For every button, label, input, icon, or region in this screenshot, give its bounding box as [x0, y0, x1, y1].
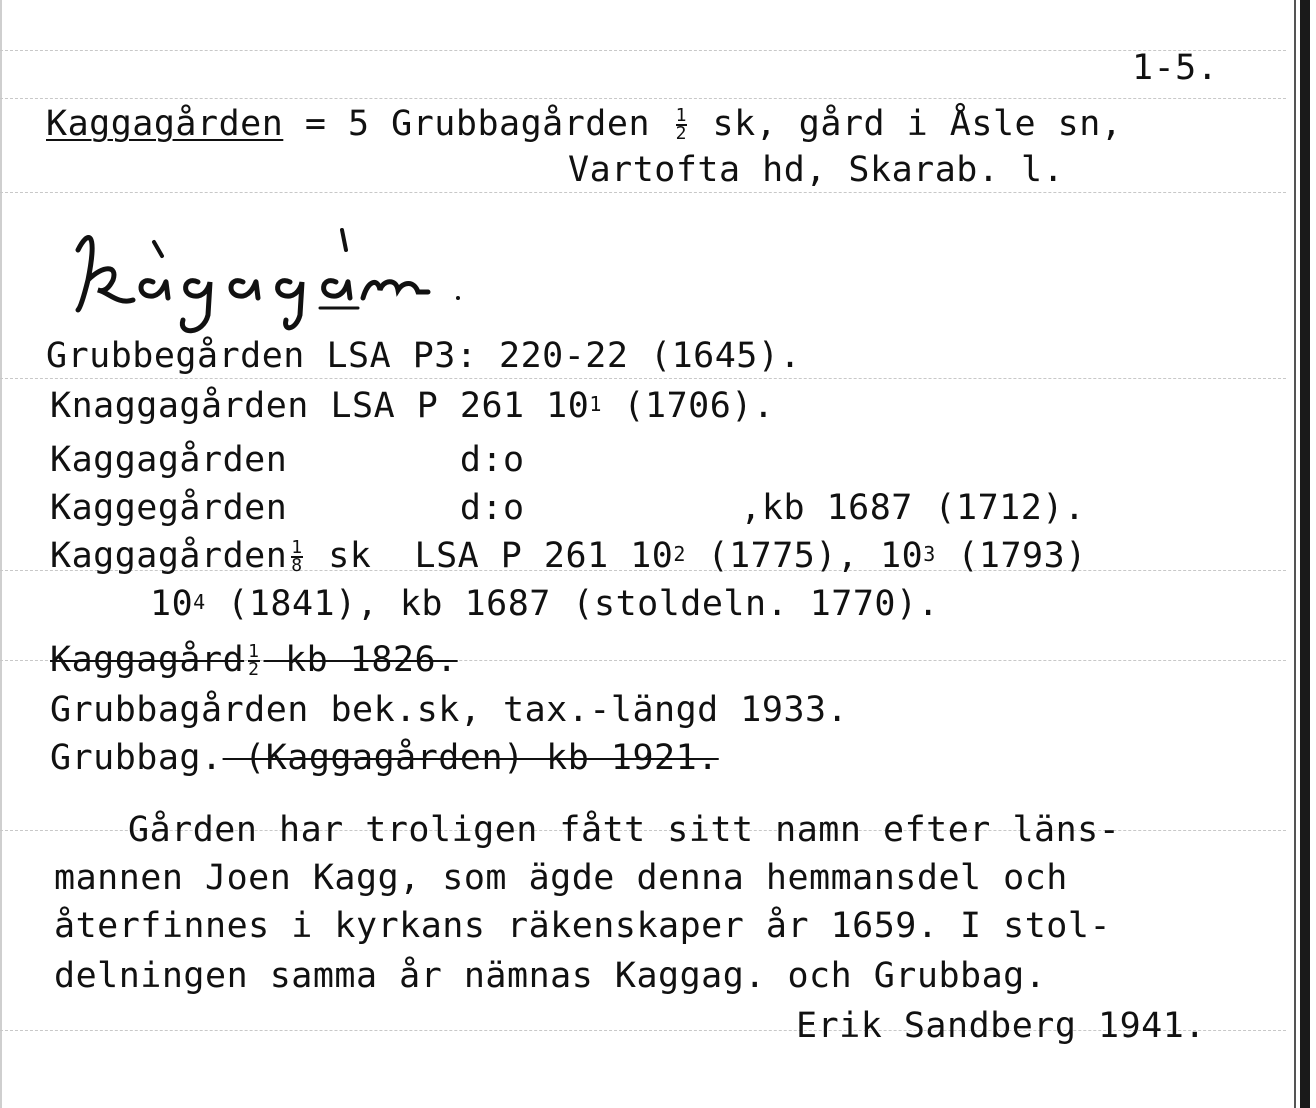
card-right-edge-inner: [1294, 0, 1296, 1108]
entry-source: bek.sk, tax.-längd 1933.: [308, 690, 849, 730]
entry-line: [50, 738, 719, 778]
entry-line: [50, 440, 525, 480]
entry-name: Kaggagården: [50, 536, 288, 576]
fraction: [675, 105, 687, 144]
entry-year: (1706).: [601, 386, 775, 426]
entry-name: Grubbagården: [50, 690, 309, 730]
entry-name: Grubbag.: [50, 738, 223, 778]
entry-name-main: Kaggagården: [46, 104, 284, 144]
heading-line-2: Vartofta hd, Skarab. l.: [568, 150, 1065, 190]
paragraph-line: återfinnes i kyrkans räkenskaper år 1659. I stol-: [54, 906, 1112, 946]
entry-line: [50, 488, 1085, 528]
entry-name: Kaggegården: [50, 488, 288, 528]
entry-year: (1793): [935, 536, 1087, 576]
paragraph-line: delningen samma år nämnas Kaggag. och Grubbag.: [54, 956, 1047, 996]
entry-year: (1775), 10: [685, 536, 924, 576]
entry-source: (Kaggagården) kb 1921.: [222, 738, 719, 778]
entry-year: (1841), kb 1687 (stoldeln. 1770).: [205, 584, 940, 624]
entry-name: Knaggagården: [50, 386, 309, 426]
heading-after-fraction: sk, gård i Åsle sn,: [690, 104, 1123, 144]
superscript: 2: [673, 542, 686, 566]
ruled-line: [0, 98, 1286, 99]
fraction: [248, 641, 260, 680]
entry-name: Kaggagården: [50, 440, 288, 480]
ruled-line: [0, 192, 1286, 193]
entry-source: kb 1826.: [263, 640, 458, 680]
paragraph-line: Gården har troligen fått sitt namn efter läns-: [128, 810, 1121, 850]
superscript: 4: [193, 590, 206, 614]
fraction-denominator: 8: [291, 555, 303, 576]
entry-name: Grubbegården: [46, 336, 305, 376]
card-left-edge: [0, 0, 2, 1108]
fraction-numerator: 1: [675, 105, 687, 126]
card-number: 1-5.: [1132, 48, 1219, 88]
fraction: [291, 537, 303, 576]
superscript: 1: [589, 392, 602, 416]
paragraph-line: mannen Joen Kagg, som ägde denna hemmansdel och: [54, 858, 1068, 898]
fraction-denominator: 2: [248, 659, 260, 680]
superscript: 3: [923, 542, 936, 566]
entry-source: LSA P 261 10: [308, 386, 590, 426]
entry-line: [50, 690, 848, 730]
entry-name: Kaggagård: [50, 640, 245, 680]
fraction-numerator: 1: [248, 641, 260, 662]
signature: Erik Sandberg 1941.: [796, 1006, 1206, 1046]
entry-source: d:o ,kb 1687 (1712).: [287, 488, 1086, 528]
entry-line: [50, 386, 774, 426]
entry-source: 10: [150, 584, 194, 624]
fraction-denominator: 2: [675, 123, 687, 144]
entry-continuation: [150, 584, 939, 624]
entry-line: [46, 336, 801, 376]
ruled-line: [0, 378, 1286, 379]
heading-eq: = 5 Grubbagården: [283, 104, 672, 144]
fraction-numerator: 1: [291, 537, 303, 558]
entry-line: [50, 640, 458, 680]
entry-source: LSA P3: 220-22 (1645).: [304, 336, 802, 376]
ruled-line: [0, 50, 1286, 51]
handwritten-pronunciation: [58, 220, 478, 340]
card-heading: [46, 104, 1122, 144]
card-right-edge: [1300, 0, 1310, 1108]
entry-line: [50, 536, 1087, 576]
entry-source: sk LSA P 261 10: [306, 536, 674, 576]
entry-source: d:o: [287, 440, 525, 480]
